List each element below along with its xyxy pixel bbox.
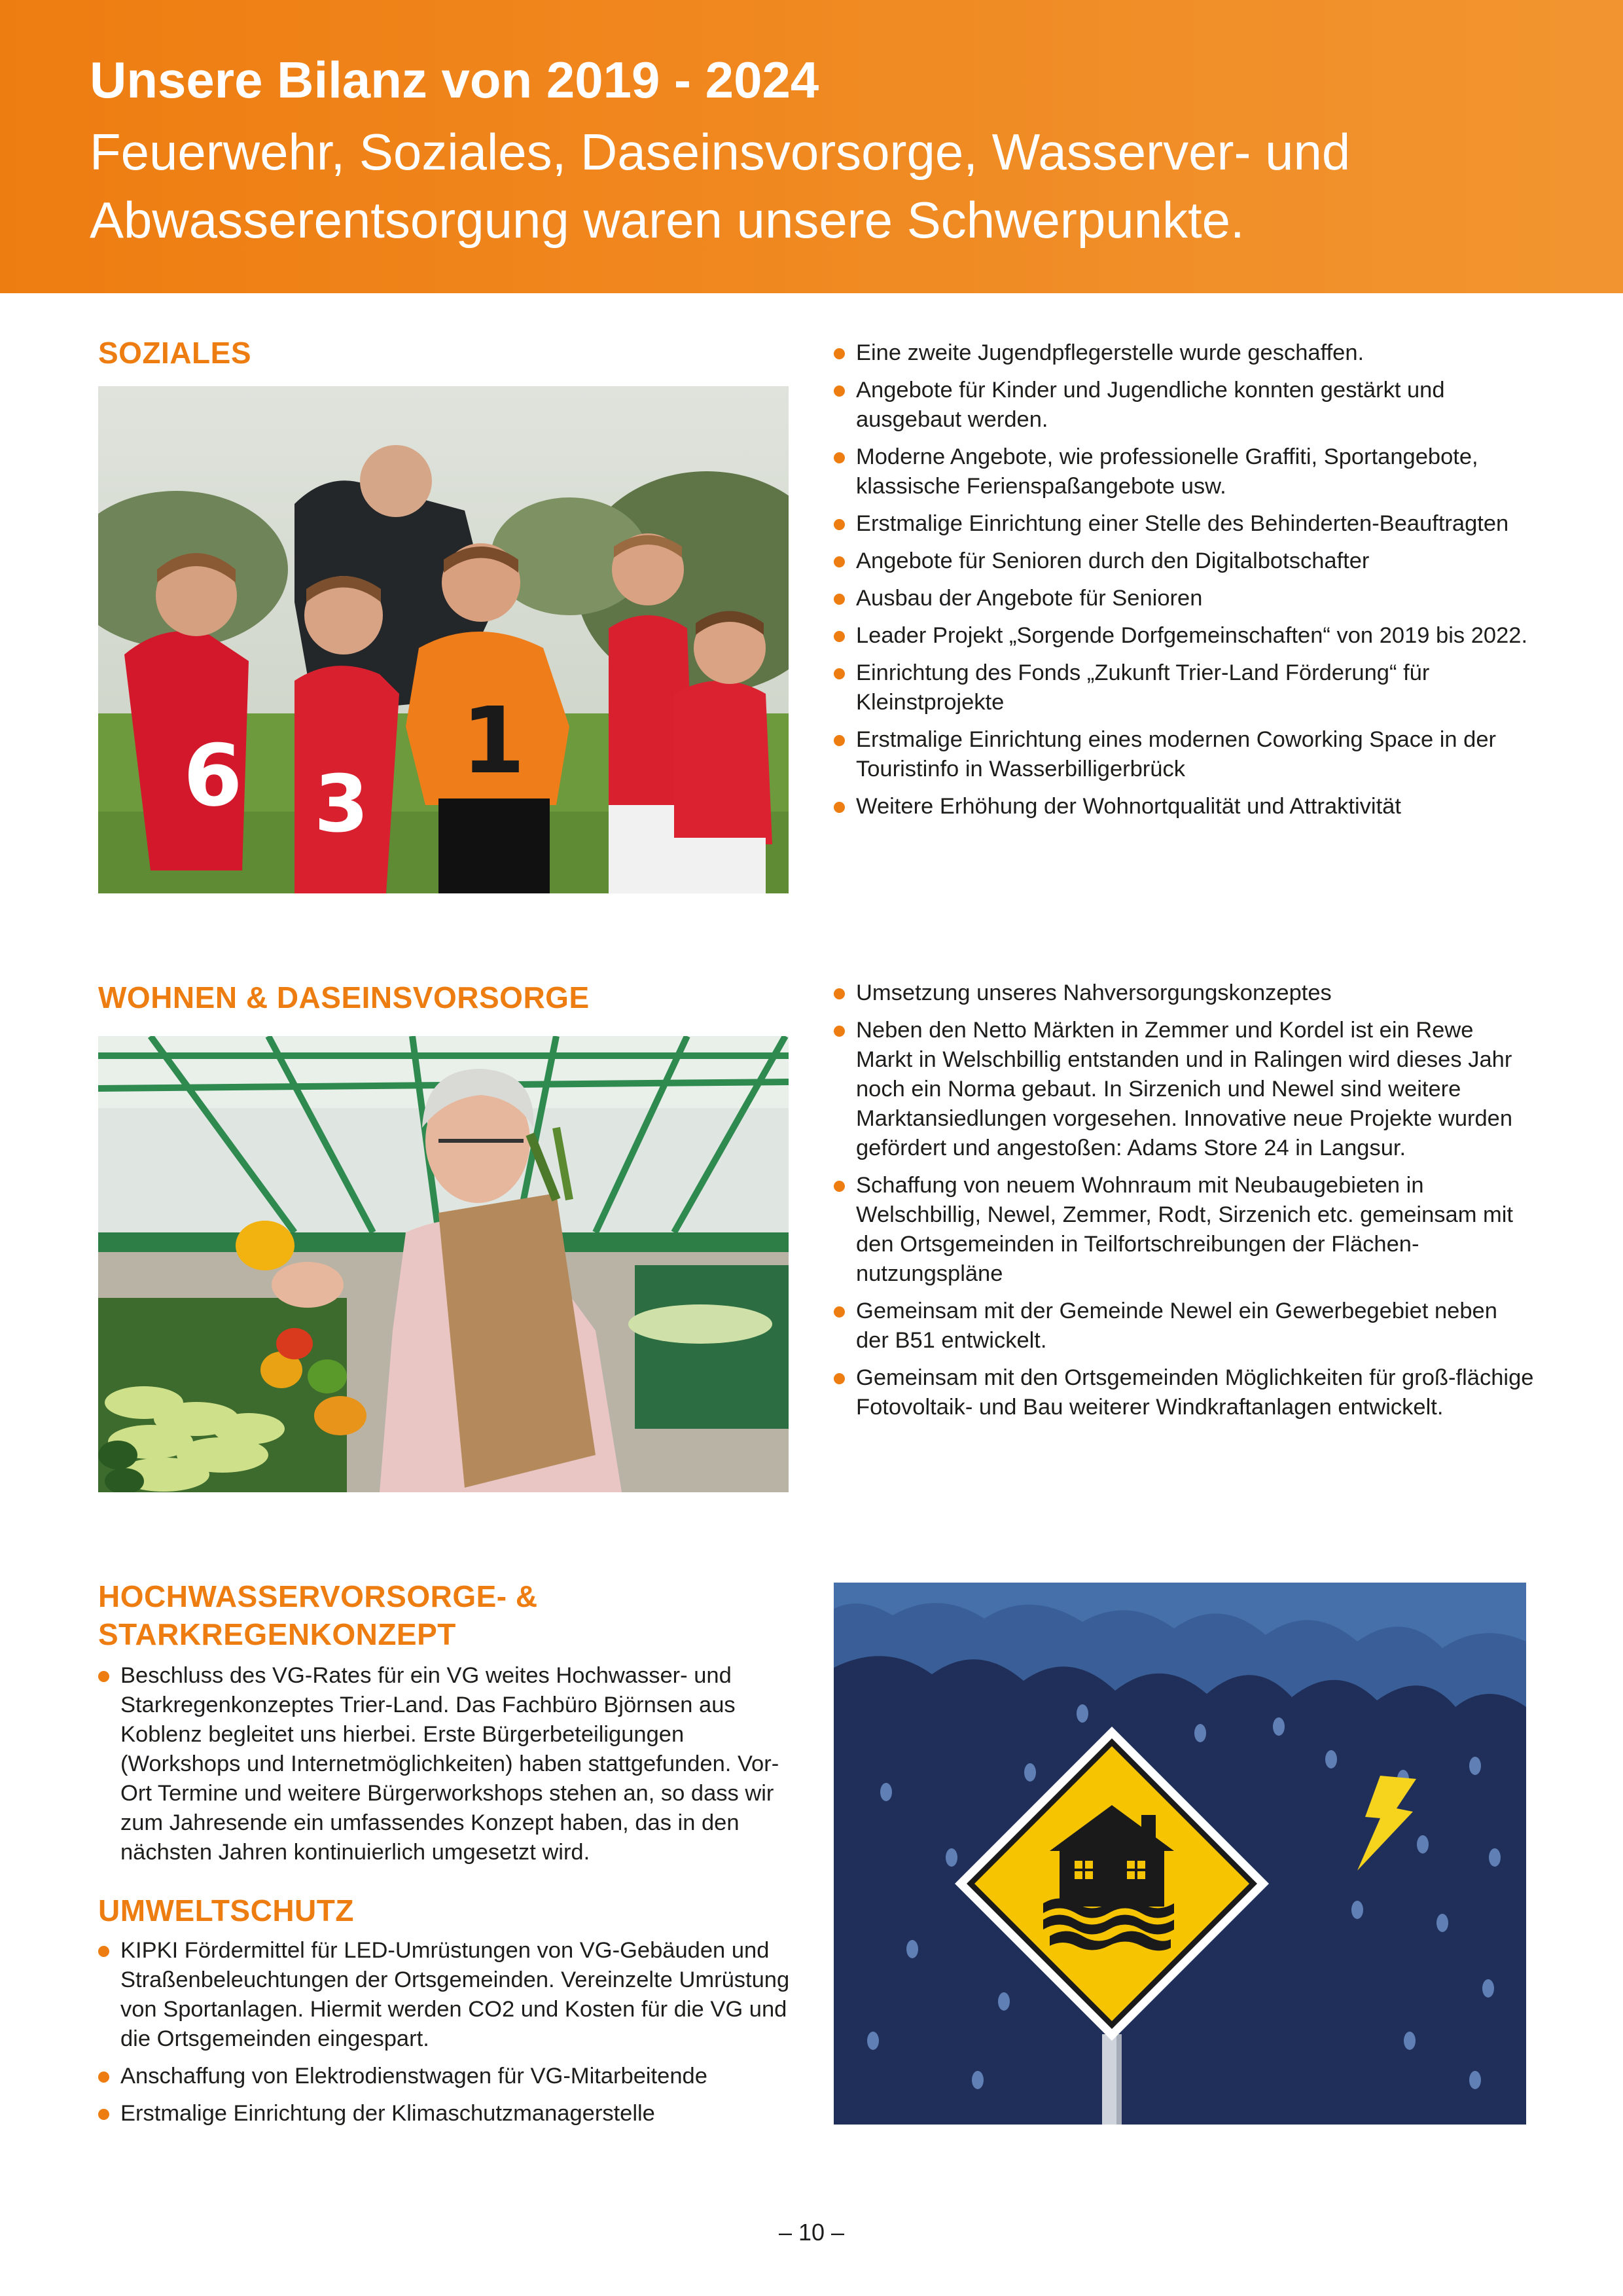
bullet-dot-icon [834, 1026, 845, 1037]
bullet-dot-icon [834, 1181, 845, 1192]
section-heading-soziales: SOZIALES [98, 336, 252, 370]
section-heading-hochwasser-line2: STARKREGENKONZEPT [98, 1617, 456, 1651]
bullet-dot-icon [834, 1306, 845, 1318]
list-item: Moderne Angebote, wie professionelle Graffiti, Sportangebote, klassische Ferienspaßangebote usw. [834, 442, 1534, 501]
hochwasser-bullet-list [98, 1661, 792, 1875]
list-item: Umsetzung unseres Nahversorgungskonzeptes [834, 978, 1534, 1008]
list-item: Gemeinsam mit den Ortsgemeinden Möglichkeiten für groß-flächige Fotovoltaik- und Bau weiterer Windkraftanlagen entwickelt. [834, 1363, 1534, 1422]
list-item: Gemeinsam mit der Gemeinde Newel ein Gewerbegebiet neben der B51 entwickelt. [834, 1297, 1534, 1355]
bullet-dot-icon [834, 988, 845, 999]
jersey-number-3: 3 [314, 759, 369, 850]
list-item: Leader Projekt „Sorgende Dorfgemeinschaften“ von 2019 bis 2022. [834, 621, 1534, 651]
header-banner [0, 0, 1623, 293]
bullet-dot-icon [98, 2072, 109, 2083]
bullet-dot-icon [98, 2109, 109, 2120]
bullet-dot-icon [834, 1373, 845, 1384]
jersey-number-1: 1 [461, 688, 526, 795]
jersey-number-6: 6 [183, 726, 243, 825]
page-title: Unsere Bilanz von 2019 - 2024 [90, 51, 819, 109]
photo-market-shopper [98, 1036, 789, 1492]
bullet-dot-icon [834, 519, 845, 530]
list-item: Erstmalige Einrichtung einer Stelle des Behinderten-Beauftragten [834, 509, 1534, 539]
page-number: – 10 – [778, 2219, 845, 2246]
list-item: Schaffung von neuem Wohnraum mit Neubaugebieten in Welschbillig, Newel, Zemmer, Rodt, Sirzenich etc. gemeinsam mit den Ortsgemeinden in Teilfortschreibungen der Flächen-nutzungspläne [834, 1171, 1534, 1289]
section-heading-wohnen: WOHNEN & DASEINSVORSORGE [98, 980, 590, 1014]
bullet-dot-icon [834, 556, 845, 567]
section-heading-umweltschutz: UMWELTSCHUTZ [98, 1893, 354, 1928]
bullet-dot-icon [834, 386, 845, 397]
umweltschutz-bullet-list [98, 1936, 792, 2136]
list-item: Angebote für Kinder und Jugendliche konnten gestärkt und ausgebaut werden. [834, 376, 1534, 435]
soziales-bullet-list [834, 338, 1534, 829]
bullet-dot-icon [834, 735, 845, 746]
list-item: Eine zweite Jugendpflegerstelle wurde geschaffen. [834, 338, 1534, 368]
flood-warning-illustration [834, 1583, 1526, 2125]
list-item: Erstmalige Einrichtung eines modernen Coworking Space in der Touristinfo in Wasserbilligerbrück [834, 725, 1534, 784]
bullet-dot-icon [834, 802, 845, 813]
bullet-dot-icon [834, 631, 845, 642]
wohnen-bullet-list [834, 978, 1534, 1430]
list-item: Erstmalige Einrichtung der Klimaschutzmanagerstelle [98, 2099, 792, 2128]
bullet-dot-icon [834, 452, 845, 463]
bullet-dot-icon [98, 1671, 109, 1682]
page-subtitle: Feuerwehr, Soziales, Daseinsvorsorge, Wasserver- und Abwasserentsorgung waren unsere Schwerpunkte. [90, 123, 1351, 249]
section-heading-hochwasser [98, 1577, 538, 1653]
list-item: KIPKI Fördermittel für LED-Umrüstungen von VG-Gebäuden und Straßenbeleuchtungen der Ortsgemeinden. Vereinzelte Umrüstung von Sportanlagen. Hiermit werden CO2 und Kosten für die VG und die Ortsgemeinden eingespart. [98, 1936, 792, 2054]
list-item: Anschaffung von Elektrodienstwagen für VG-Mitarbeitende [98, 2062, 792, 2091]
bullet-dot-icon [834, 668, 845, 679]
list-item: Angebote für Senioren durch den Digitalbotschafter [834, 547, 1534, 576]
bullet-dot-icon [98, 1946, 109, 1957]
list-item: Ausbau der Angebote für Senioren [834, 584, 1534, 613]
list-item: Einrichtung des Fonds „Zukunft Trier-Land Förderung“ für Kleinstprojekte [834, 658, 1534, 717]
list-item: Beschluss des VG-Rates für ein VG weites Hochwasser- und Starkregenkonzeptes Trier-Land. Das Fachbüro Björnsen aus Koblenz begleitet uns hierbei. Erste Bürgerbeteiligungen (Workshops und Internetmöglichkeiten) haben stattgefunden. Vor-Ort Termine und weitere Bürgerworkshops stehen an, so dass wir zum Jahresende ein umfassendes Konzept haben, das in den nächsten Jahren kontinuierlich umgesetzt wird. [98, 1661, 792, 1867]
bullet-dot-icon [834, 594, 845, 605]
list-item: Weitere Erhöhung der Wohnortqualität und Attraktivität [834, 792, 1534, 821]
photo-kids-football [98, 386, 789, 893]
section-heading-hochwasser-line1: HOCHWASSERVORSORGE- & [98, 1579, 538, 1613]
list-item: Neben den Netto Märkten in Zemmer und Kordel ist ein Rewe Markt in Welschbillig entstanden und in Ralingen wird dieses Jahr noch ein Norma gebaut. In Sirzenich und Newel sind weitere Marktansiedlungen vorgesehen. Innovative neue Projekte wurden gefördert und angestoßen: Adams Store 24 in Langsur. [834, 1016, 1534, 1163]
bullet-dot-icon [834, 348, 845, 359]
